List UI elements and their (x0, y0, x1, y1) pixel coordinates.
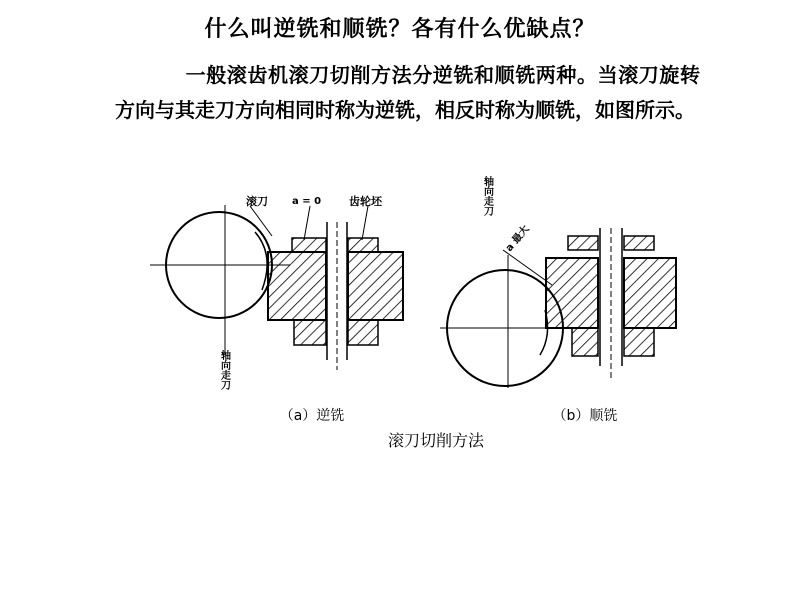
axial-feed-text-a: 轴向走刀 (218, 350, 230, 390)
label-hob: 滚刀 (246, 195, 268, 208)
label-gear-blank: 齿轮坯 (349, 195, 382, 208)
label-a-max: a 最大 (503, 223, 532, 254)
label-axial-feed-a (219, 349, 231, 391)
paragraph-text: 一般滚齿机滚刀切削方法分逆铣和顺铣两种。当滚刀旋转方向与其走刀方向相同时称为逆铣，相反时称为顺铣，如图所示。 (115, 63, 700, 122)
diagram-down-milling (440, 175, 676, 388)
label-axial-feed-b (482, 175, 494, 217)
caption-a: （a）逆铣 (279, 408, 345, 424)
label-a-zero: a = 0 (292, 196, 322, 207)
diagram-up-milling (150, 194, 403, 391)
caption-b: （b）顺铣 (552, 408, 618, 424)
leader-a (304, 206, 310, 240)
leader-gear (362, 206, 368, 240)
axial-feed-text-b: 轴向走刀 (481, 176, 493, 216)
gear-blank-b (546, 228, 676, 378)
leader-a-max (503, 250, 552, 285)
gear-blank-a (268, 222, 403, 370)
figure-caption: 滚刀切削方法 (387, 431, 485, 450)
page-title: 什么叫逆铣和顺铣？各有什么优缺点？ (204, 17, 596, 42)
